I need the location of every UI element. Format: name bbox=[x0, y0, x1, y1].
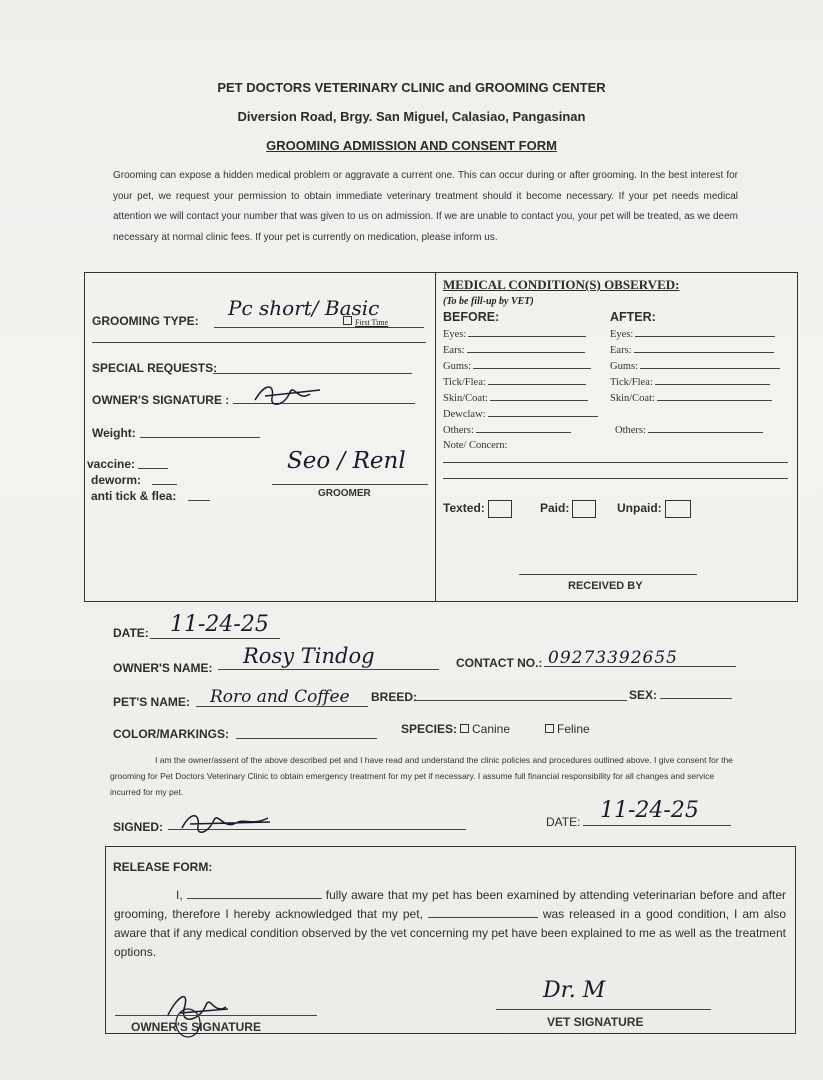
species-label: SPECIES: bbox=[401, 722, 458, 736]
date-line bbox=[150, 638, 280, 639]
after-label: AFTER: bbox=[610, 310, 656, 324]
before-field-row[interactable] bbox=[443, 407, 598, 420]
after-field-row[interactable] bbox=[610, 359, 780, 372]
after-field-row[interactable] bbox=[610, 343, 774, 356]
after-field-label: Ears: bbox=[610, 345, 632, 356]
before-field-row[interactable] bbox=[443, 343, 585, 356]
before-field-blank[interactable] bbox=[468, 327, 586, 337]
received-by-line[interactable] bbox=[519, 574, 697, 575]
texted-checkbox[interactable] bbox=[443, 500, 512, 518]
paid-box[interactable] bbox=[572, 500, 596, 518]
clinic-address: Diversion Road, Brgy. San Miguel, Calasiao, Pangasinan bbox=[237, 109, 586, 124]
first-time-box[interactable] bbox=[343, 316, 352, 325]
release-owner-signature-label: OWNER'S SIGNATURE bbox=[131, 1020, 261, 1034]
sex-label: SEX: bbox=[629, 688, 658, 702]
medical-title: MEDICAL CONDITION(S) OBSERVED: bbox=[443, 277, 680, 292]
vet-signature-label: VET SIGNATURE bbox=[547, 1015, 644, 1029]
contact-value[interactable]: 09273392655 bbox=[548, 648, 678, 668]
special-requests-label: SPECIAL REQUESTS: bbox=[92, 361, 218, 375]
special-requests-line[interactable] bbox=[213, 373, 412, 374]
canine-label: Canine bbox=[472, 722, 511, 736]
vet-signature-value[interactable]: Dr. M bbox=[543, 978, 606, 1003]
feline-label: Feline bbox=[557, 722, 590, 736]
before-field-row[interactable] bbox=[443, 391, 588, 404]
after-field-label: Gums: bbox=[610, 361, 639, 372]
grooming-type-extra-line[interactable] bbox=[92, 342, 426, 343]
after-field-label: Others: bbox=[615, 425, 646, 436]
first-time-checkbox[interactable] bbox=[343, 316, 388, 327]
before-field-blank[interactable] bbox=[473, 359, 591, 369]
intro-paragraph: Grooming can expose a hidden medical problem or aggravate a current one. This can occur during or after grooming. In the best interest for your pet, we request your permission to obtain immediate veterinary treatment should it become necessary. If your pet needs medical attention we will contact your number that was given to us on admission. If we are unable to contact you, your pet will be treated, as we deem necessary at normal clinic fees. If your pet is currently on medication, please inform us. bbox=[113, 170, 738, 243]
before-field-label: Tick/Flea: bbox=[443, 377, 486, 388]
after-field-label: Tick/Flea: bbox=[610, 377, 653, 388]
paid-checkbox[interactable] bbox=[540, 500, 596, 518]
after-field-label: Skin/Coat: bbox=[610, 393, 655, 404]
grooming-type-line bbox=[214, 327, 424, 328]
after-field-row[interactable] bbox=[615, 423, 763, 436]
date-value[interactable]: 11-24-25 bbox=[170, 612, 269, 637]
deworm-line[interactable] bbox=[152, 484, 177, 485]
release-paragraph bbox=[114, 886, 786, 962]
before-field-row[interactable] bbox=[443, 359, 591, 372]
medical-subtitle: (To be fill-up by VET) bbox=[443, 296, 534, 307]
column-divider bbox=[435, 273, 436, 601]
release-title: RELEASE FORM: bbox=[113, 860, 213, 874]
texted-label: Texted: bbox=[443, 501, 485, 516]
after-field-blank[interactable] bbox=[634, 343, 774, 353]
signed-signature-scribble bbox=[178, 808, 273, 836]
after-field-row[interactable] bbox=[610, 327, 775, 340]
before-field-label: Dewclaw: bbox=[443, 409, 486, 420]
before-field-row[interactable] bbox=[443, 423, 571, 436]
release-part2: fully aware that my pet has been examined by attending veterinarian before and after grooming, therefore I hereby acknowledged that my pet, bbox=[114, 888, 786, 921]
after-field-blank[interactable] bbox=[640, 359, 780, 369]
before-field-label: Skin/Coat: bbox=[443, 393, 488, 404]
texted-box[interactable] bbox=[488, 500, 512, 518]
note-label: Note/ Concern: bbox=[443, 440, 508, 451]
owner-name-line bbox=[218, 669, 439, 670]
anti-tick-line[interactable] bbox=[188, 500, 210, 501]
signed-date-label: DATE: bbox=[546, 815, 581, 829]
vaccine-label: vaccine: bbox=[87, 457, 136, 471]
owner-name-value[interactable]: Rosy Tindog bbox=[243, 644, 375, 668]
before-label: BEFORE: bbox=[443, 310, 500, 324]
date-label: DATE: bbox=[113, 626, 149, 640]
weight-line[interactable] bbox=[140, 437, 260, 438]
sex-line[interactable] bbox=[660, 698, 732, 699]
color-line[interactable] bbox=[236, 738, 377, 739]
contact-label: CONTACT NO.: bbox=[456, 656, 543, 670]
paid-label: Paid: bbox=[540, 501, 570, 516]
release-part3: was released in a good condition, I am also aware that if any medical condition observed by the vet concerning my pet have been explained to me as well as the treatment options. bbox=[114, 907, 786, 959]
signed-label: SIGNED: bbox=[113, 820, 164, 834]
before-field-blank[interactable] bbox=[488, 375, 586, 385]
feline-checkbox[interactable] bbox=[545, 724, 554, 733]
after-field-blank[interactable] bbox=[655, 375, 770, 385]
clinic-name: PET DOCTORS VETERINARY CLINIC and GROOMING CENTER bbox=[217, 80, 606, 95]
after-field-row[interactable] bbox=[610, 391, 772, 404]
note-line-1[interactable] bbox=[443, 462, 788, 463]
pet-name-value[interactable]: Roro and Coffee bbox=[210, 687, 350, 707]
first-time-label: First Time bbox=[355, 318, 389, 327]
after-field-blank[interactable] bbox=[657, 391, 772, 401]
before-field-blank[interactable] bbox=[490, 391, 588, 401]
before-field-row[interactable] bbox=[443, 375, 586, 388]
before-field-row[interactable] bbox=[443, 327, 586, 340]
before-field-blank[interactable] bbox=[467, 343, 585, 353]
groomer-value[interactable]: Seo / Renl bbox=[287, 448, 406, 474]
pet-name-label: PET'S NAME: bbox=[113, 695, 190, 709]
signed-date-line bbox=[583, 825, 731, 826]
canine-checkbox[interactable] bbox=[460, 724, 469, 733]
after-field-blank[interactable] bbox=[635, 327, 775, 337]
breed-line[interactable] bbox=[415, 700, 627, 701]
form-title: GROOMING ADMISSION AND CONSENT FORM bbox=[266, 138, 557, 153]
before-field-blank[interactable] bbox=[488, 407, 598, 417]
before-field-label: Eyes: bbox=[443, 329, 467, 340]
grooming-type-label: GROOMING TYPE: bbox=[92, 314, 199, 328]
species-canine-option[interactable] bbox=[460, 722, 510, 736]
weight-label: Weight: bbox=[92, 426, 136, 440]
species-feline-option[interactable] bbox=[545, 722, 590, 736]
before-field-blank[interactable] bbox=[476, 423, 571, 433]
owner-name-label: OWNER'S NAME: bbox=[113, 661, 213, 675]
signed-date-value[interactable]: 11-24-25 bbox=[600, 798, 699, 823]
note-line-2[interactable] bbox=[443, 478, 788, 479]
owner-signature-scribble bbox=[250, 378, 320, 410]
color-label: COLOR/MARKINGS: bbox=[113, 727, 229, 741]
release-pet-name-blank[interactable] bbox=[428, 906, 538, 918]
after-field-blank[interactable] bbox=[648, 423, 763, 433]
groomer-line bbox=[272, 484, 428, 485]
vaccine-line[interactable] bbox=[138, 468, 168, 469]
before-field-label: Ears: bbox=[443, 345, 465, 356]
after-field-row[interactable] bbox=[610, 375, 770, 388]
groomer-label: GROOMER bbox=[318, 488, 371, 499]
unpaid-box[interactable] bbox=[665, 500, 691, 518]
grooming-type-value[interactable]: Pc short/ Basic bbox=[228, 296, 380, 320]
before-field-label: Others: bbox=[443, 425, 474, 436]
release-owner-name-blank[interactable] bbox=[187, 887, 322, 899]
release-owner-signature-line[interactable] bbox=[115, 1015, 317, 1016]
received-by-label: RECEIVED BY bbox=[568, 580, 643, 592]
unpaid-label: Unpaid: bbox=[617, 501, 662, 516]
after-field-label: Eyes: bbox=[610, 329, 634, 340]
vet-signature-line bbox=[496, 1009, 711, 1010]
owner-signature-label: OWNER'S SIGNATURE : bbox=[92, 393, 230, 407]
consent-paragraph: I am the owner/assent of the above described pet and I have read and understand the clinic policies and procedures outlined above. I give consent for the grooming for Pet Doctors Veterinary Clinic to obtain emergency treatment for my pet if necessary. I assume full financial responsibility for all changes and service incurred for my pet. bbox=[110, 755, 733, 797]
deworm-label: deworm: bbox=[91, 473, 142, 487]
unpaid-checkbox[interactable] bbox=[617, 500, 691, 518]
release-part1: I, bbox=[176, 888, 187, 902]
breed-label: BREED: bbox=[371, 690, 418, 704]
anti-tick-label: anti tick & flea: bbox=[91, 489, 177, 503]
before-field-label: Gums: bbox=[443, 361, 472, 372]
